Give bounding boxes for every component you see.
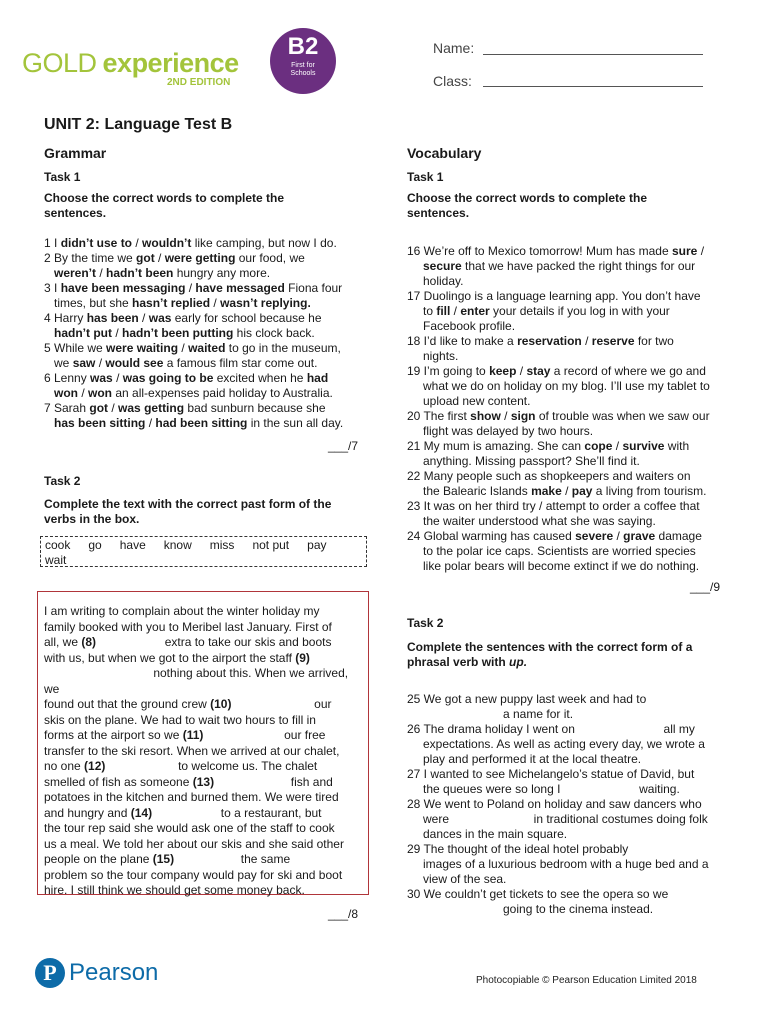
- list-item: the Balearic Islands make / pay a living from tourism.: [423, 484, 707, 498]
- vocabulary-task1-label: Task 1: [407, 170, 444, 184]
- list-item: 26 The drama holiday I went on all my: [407, 722, 695, 736]
- grammar-task1-label: Task 1: [44, 170, 81, 184]
- name-label: Name:: [433, 40, 475, 56]
- vocabulary-task2-instruction: [407, 640, 692, 670]
- instruction-line: Choose the correct words to complete the: [407, 191, 648, 205]
- list-item: 6 Lenny was / was going to be excited when he had: [44, 371, 329, 385]
- list-item: what we do on holiday on my blog. I’ll use my tablet to: [423, 379, 710, 393]
- list-item: dances in the main square.: [423, 827, 568, 841]
- text-line: the tour rep said she would ask one of the staff to cook: [44, 821, 335, 835]
- list-item: 27 I wanted to see Michelangelo’s statue of David, but: [407, 767, 695, 781]
- list-item: 24 Global warming has caused severe / grave damage: [407, 529, 702, 543]
- list-item: nights.: [423, 349, 459, 363]
- class-input-line[interactable]: [483, 86, 703, 87]
- logo-experience: experience: [102, 48, 239, 78]
- list-item: 21 My mum is amazing. She can cope / survive with: [407, 439, 690, 453]
- word-option: know: [163, 538, 192, 552]
- list-item: going to the cinema instead.: [503, 902, 654, 916]
- list-item: 30 We couldn’t get tickets to see the opera so we: [407, 887, 669, 901]
- text-line: problem so the tour company would pay for ski and boot: [44, 867, 343, 882]
- badge-sub-2: Schools: [290, 70, 316, 77]
- word-option: have: [119, 538, 146, 552]
- vocabulary-task2-list: [407, 692, 737, 917]
- name-input-line[interactable]: [483, 54, 703, 55]
- list-item: flight was delayed by two hours.: [423, 424, 594, 438]
- list-item: images of a luxurious bedroom with a huge bed and a: [423, 857, 709, 871]
- word-option: not put: [252, 538, 290, 552]
- instruction-line: sentences.: [407, 206, 470, 220]
- list-item: 2 By the time we got / were getting our food, we: [44, 251, 305, 265]
- text-line: hire. I still think we should get some money back.: [44, 883, 305, 897]
- letter-text-box: [37, 591, 369, 895]
- list-item: 22 Many people such as shopkeepers and waiters on: [407, 469, 691, 483]
- vocabulary-task1-list: [407, 244, 732, 574]
- instruction-line: verbs in the box.: [44, 512, 140, 526]
- text-line: smelled of fish as someone (13) fish and: [44, 774, 333, 789]
- list-item: hadn’t put / hadn’t been putting his clock back.: [54, 326, 315, 340]
- instruction-line: Complete the sentences with the correct form of a: [407, 640, 693, 654]
- list-item: upload new content.: [423, 394, 531, 408]
- list-item: we saw / would see a famous film star come out.: [54, 356, 318, 370]
- text-line: potatoes in the kitchen and burned them. We were tired: [44, 790, 339, 804]
- pearson-logo-icon: P: [35, 958, 65, 988]
- logo-edition: 2ND EDITION: [167, 77, 231, 88]
- instruction-line: sentences.: [44, 206, 107, 220]
- list-item: to fill / enter your details if you log in with your: [423, 304, 670, 318]
- badge-sub-1: First for: [291, 62, 315, 69]
- text-line: forms at the airport so we (11) our free: [44, 728, 326, 742]
- text-line: transfer to the ski resort. When we arrived at our chalet,: [44, 743, 340, 758]
- list-item: 18 I’d like to make a reservation / reserve for two: [407, 334, 674, 348]
- text-line: no one (12) to welcome us. The chalet: [44, 759, 318, 773]
- grammar-task2-instruction: [44, 497, 331, 527]
- text-line: and hungry and (14) to a restaurant, but: [44, 805, 322, 820]
- class-label: Class:: [433, 73, 472, 89]
- list-item: like polar bears will become extinct if we do nothing.: [423, 559, 700, 573]
- instruction-up: up.: [509, 655, 528, 669]
- text-line: nothing about this. When we arrived, we: [44, 666, 349, 696]
- vocabulary-heading: Vocabulary: [407, 145, 482, 161]
- grammar-task1-instruction: [44, 191, 284, 221]
- list-item: the waiter understood what she was saying.: [423, 514, 656, 528]
- list-item: 20 The first show / sign of trouble was when we saw our: [407, 409, 710, 423]
- word-option: go: [88, 538, 102, 552]
- list-item: play and performed it at the local theatre.: [423, 752, 642, 766]
- instruction-text: phrasal verb with: [407, 655, 506, 669]
- list-item: 25 We got a new puppy last week and had to: [407, 692, 647, 706]
- list-item: holiday.: [423, 274, 464, 288]
- list-item: 16 We’re off to Mexico tomorrow! Mum has made sure /: [407, 244, 705, 258]
- text-line: I am writing to complain about the winter holiday my: [44, 604, 320, 618]
- instruction-line: Complete the text with the correct past form of the: [44, 497, 332, 511]
- grammar-heading: Grammar: [44, 145, 107, 161]
- list-item: were in traditional costumes doing folk: [423, 812, 708, 826]
- list-item: 7 Sarah got / was getting bad sunburn because she: [44, 401, 326, 415]
- pearson-logo: [35, 958, 158, 988]
- list-item: secure that we have packed the right things for our: [423, 259, 696, 273]
- list-item: the queues were so long I waiting.: [423, 782, 680, 796]
- text-line: skis on the plane. We had to wait two hours to fill in: [44, 712, 316, 727]
- list-item: 17 Duolingo is a language learning app. You don’t have: [407, 289, 701, 303]
- vocabulary-task1-instruction: [407, 191, 647, 221]
- grammar-task1-score: ___/7: [328, 439, 359, 453]
- list-item: to the polar ice caps. Scientists are worried species: [423, 544, 696, 558]
- list-item: view of the sea.: [423, 872, 507, 886]
- word-option: wait: [45, 553, 67, 567]
- list-item: 23 It was on her third try / attempt to order a coffee that: [407, 499, 700, 513]
- vocabulary-task2-label: Task 2: [407, 616, 444, 630]
- text-line: us a meal. We told her about our skis and she said other: [44, 836, 344, 851]
- list-item: 28 We went to Poland on holiday and saw dancers who: [407, 797, 702, 811]
- list-item: 1 I didn’t use to / wouldn’t like camping, but now I do.: [44, 236, 337, 250]
- page-title: UNIT 2: Language Test B: [44, 116, 233, 133]
- grammar-task2-label: Task 2: [44, 474, 81, 488]
- list-item: 5 While we were waiting / waited to go in the museum,: [44, 341, 341, 355]
- word-box: [40, 536, 367, 567]
- list-item: Facebook profile.: [423, 319, 516, 333]
- text-line: all, we (8) extra to take our skis and boots: [44, 635, 332, 649]
- list-item: 29 The thought of the ideal hotel probably: [407, 842, 629, 856]
- word-option: cook: [45, 538, 71, 552]
- word-option: pay: [307, 538, 327, 552]
- pearson-wordmark: Pearson: [69, 959, 159, 986]
- word-option: miss: [209, 538, 235, 552]
- list-item: 4 Harry has been / was early for school because he: [44, 311, 322, 325]
- text-line: family booked with you to Meribel last January. First of: [44, 619, 332, 634]
- list-item: a name for it.: [503, 707, 574, 721]
- list-item: 3 I have been messaging / have messaged Fiona four: [44, 281, 343, 295]
- list-item: anything. Missing passport? She’ll find it.: [423, 454, 640, 468]
- list-item: weren’t / hadn’t been hungry any more.: [54, 266, 271, 280]
- instruction-line: Choose the correct words to complete the: [44, 191, 285, 205]
- text-line: people on the plane (15) the same: [44, 852, 291, 866]
- grammar-task1-list: [44, 236, 369, 431]
- gold-experience-logo: [22, 48, 239, 76]
- badge-level: B2: [287, 33, 319, 60]
- level-badge: [270, 28, 336, 94]
- logo-gold: GOLD: [22, 48, 97, 78]
- list-item: expectations. As well as acting every day, we wrote a: [423, 737, 705, 751]
- copyright-notice: Photocopiable © Pearson Education Limited 2018: [476, 975, 697, 986]
- list-item: has been sitting / had been sitting in the sun all day.: [54, 416, 344, 430]
- list-item: won / won an all-expenses paid holiday to Australia.: [54, 386, 333, 400]
- list-item: 19 I’m going to keep / stay a record of where we go and: [407, 364, 706, 378]
- text-line: with us, but when we got to the airport the staff (9): [44, 650, 310, 665]
- instruction-line: [407, 655, 692, 670]
- vocabulary-task1-score: ___/9: [690, 580, 721, 594]
- text-line: found out that the ground crew (10) our: [44, 697, 332, 711]
- list-item: times, but she hasn’t replied / wasn’t replying.: [54, 296, 311, 310]
- grammar-task2-score: ___/8: [328, 907, 359, 921]
